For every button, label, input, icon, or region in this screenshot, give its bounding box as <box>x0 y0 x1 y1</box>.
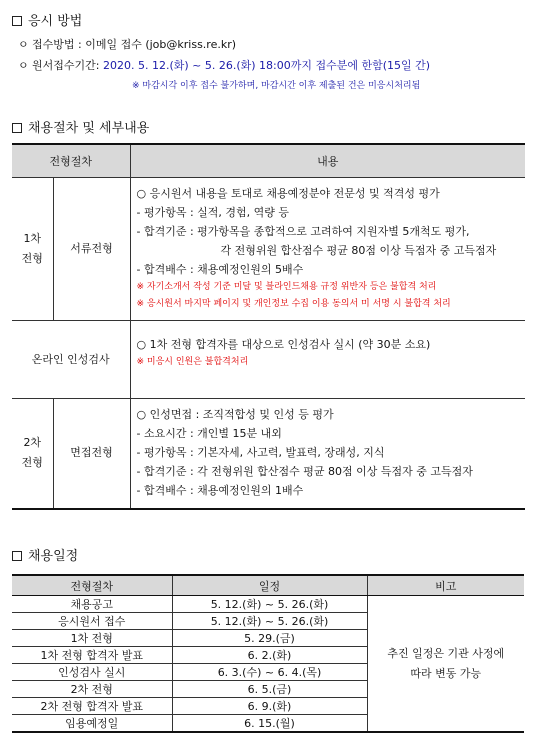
schedule-stage: 채용공고 <box>12 596 172 613</box>
stage1-line: - 합격기준 : 평가항목을 종합적으로 고려하여 지원자별 5개척도 평가, <box>136 225 470 238</box>
schedule-header-note: 비고 <box>367 575 524 596</box>
circle-bullet-icon: ㅇ <box>18 59 29 72</box>
stage2-label: 2차 전형 <box>12 399 53 509</box>
schedule-date: 6. 2.(화) <box>172 647 367 664</box>
schedule-stage: 2차 전형 합격자 발표 <box>12 698 172 715</box>
procedure-header-stage: 전형절차 <box>12 144 130 178</box>
apply-section-title: 응시 방법 <box>12 10 82 29</box>
stage2-sub-label: 면접전형 <box>53 399 130 509</box>
online-test-line: ○ 1차 전형 합격자를 대상으로 인성검사 실시 (약 30분 소요) <box>136 338 431 351</box>
schedule-date: 5. 12.(화) ~ 5. 26.(화) <box>172 613 367 630</box>
stage2-line: - 소요시간 : 개인별 15분 내외 <box>136 427 282 440</box>
stage1-line: ○ 응시원서 내용을 토대로 채용예정분야 전문성 및 적격성 평가 <box>136 187 440 200</box>
schedule-date: 6. 15.(월) <box>172 715 367 733</box>
online-test-label: 온라인 인성검사 <box>12 321 130 399</box>
online-test-warning: ※ 미응시 인원은 불합격처리 <box>136 357 249 367</box>
stage2-content <box>130 399 525 509</box>
stage1-warning: ※ 응시원서 마지막 페이지 및 개인정보 수집 이용 동의서 미 서명 시 불합격 처리 <box>136 299 451 309</box>
stage1-content <box>130 178 525 321</box>
schedule-date: 5. 12.(화) ~ 5. 26.(화) <box>172 596 367 613</box>
stage1-line: 각 전형위원 합산점수 평균 80점 이상 득점자 중 고득점자 <box>220 244 497 257</box>
schedule-date: 6. 9.(화) <box>172 698 367 715</box>
checkbox-square-icon <box>12 123 22 133</box>
apply-deadline-note: ※ 마감시각 이후 접수 불가하며, 마감시간 이후 제출된 건은 미응시처리됨 <box>132 81 421 91</box>
procedure-header-content: 내용 <box>130 144 525 178</box>
schedule-date: 5. 29.(금) <box>172 630 367 647</box>
schedule-stage: 임용예정일 <box>12 715 172 733</box>
stage1-warning: ※ 자기소개서 작성 기준 미달 및 블라인드채용 규정 위반자 등은 불합격 처리 <box>136 282 437 292</box>
stage2-line: - 합격배수 : 채용예정인원의 1배수 <box>136 484 304 497</box>
stage1-line: - 합격배수 : 채용예정인원의 5배수 <box>136 263 304 276</box>
schedule-stage: 1차 전형 <box>12 630 172 647</box>
schedule-date: 6. 5.(금) <box>172 681 367 698</box>
table-row <box>12 321 525 399</box>
schedule-header-date: 일정 <box>172 575 367 596</box>
table-row <box>12 178 525 321</box>
stage2-line: - 평가항목 : 기본자세, 사고력, 발표력, 장래성, 지식 <box>136 446 385 459</box>
stage2-line: ○ 인성면접 : 조직적합성 및 인성 등 평가 <box>136 408 334 421</box>
stage1-label: 1차 전형 <box>12 178 53 321</box>
schedule-header-stage: 전형절차 <box>12 575 172 596</box>
stage1-sub-label: 서류전형 <box>53 178 130 321</box>
circle-bullet-icon: ㅇ <box>18 38 29 51</box>
schedule-date: 6. 3.(수) ~ 6. 4.(목) <box>172 664 367 681</box>
table-row <box>12 596 524 613</box>
schedule-section-title: 채용일정 <box>12 545 78 564</box>
schedule-note: 추진 일정은 기관 사정에 따라 변동 가능 <box>367 596 524 733</box>
table-row <box>12 399 525 509</box>
checkbox-square-icon <box>12 551 22 561</box>
stage1-line: - 평가항목 : 실적, 경험, 역량 등 <box>136 206 290 219</box>
apply-method: ㅇ 접수방법 : 이메일 접수 (job@kriss.re.kr) <box>18 38 237 51</box>
schedule-stage: 1차 전형 합격자 발표 <box>12 647 172 664</box>
stage2-line: - 합격기준 : 각 전형위원 합산점수 평균 80점 이상 득점자 중 고득점자 <box>136 465 473 478</box>
schedule-stage: 인성검사 실시 <box>12 664 172 681</box>
apply-period: ㅇ 원서접수기간: 2020. 5. 12.(화) ~ 5. 26.(화) 18:00까지 접수분에 한함(15일 간) <box>18 59 431 72</box>
checkbox-square-icon <box>12 16 22 26</box>
procedure-table <box>12 143 525 510</box>
online-test-content <box>130 321 525 399</box>
schedule-table <box>12 574 524 733</box>
procedure-section-title: 채용절차 및 세부내용 <box>12 117 149 136</box>
schedule-stage: 2차 전형 <box>12 681 172 698</box>
schedule-stage: 응시원서 접수 <box>12 613 172 630</box>
